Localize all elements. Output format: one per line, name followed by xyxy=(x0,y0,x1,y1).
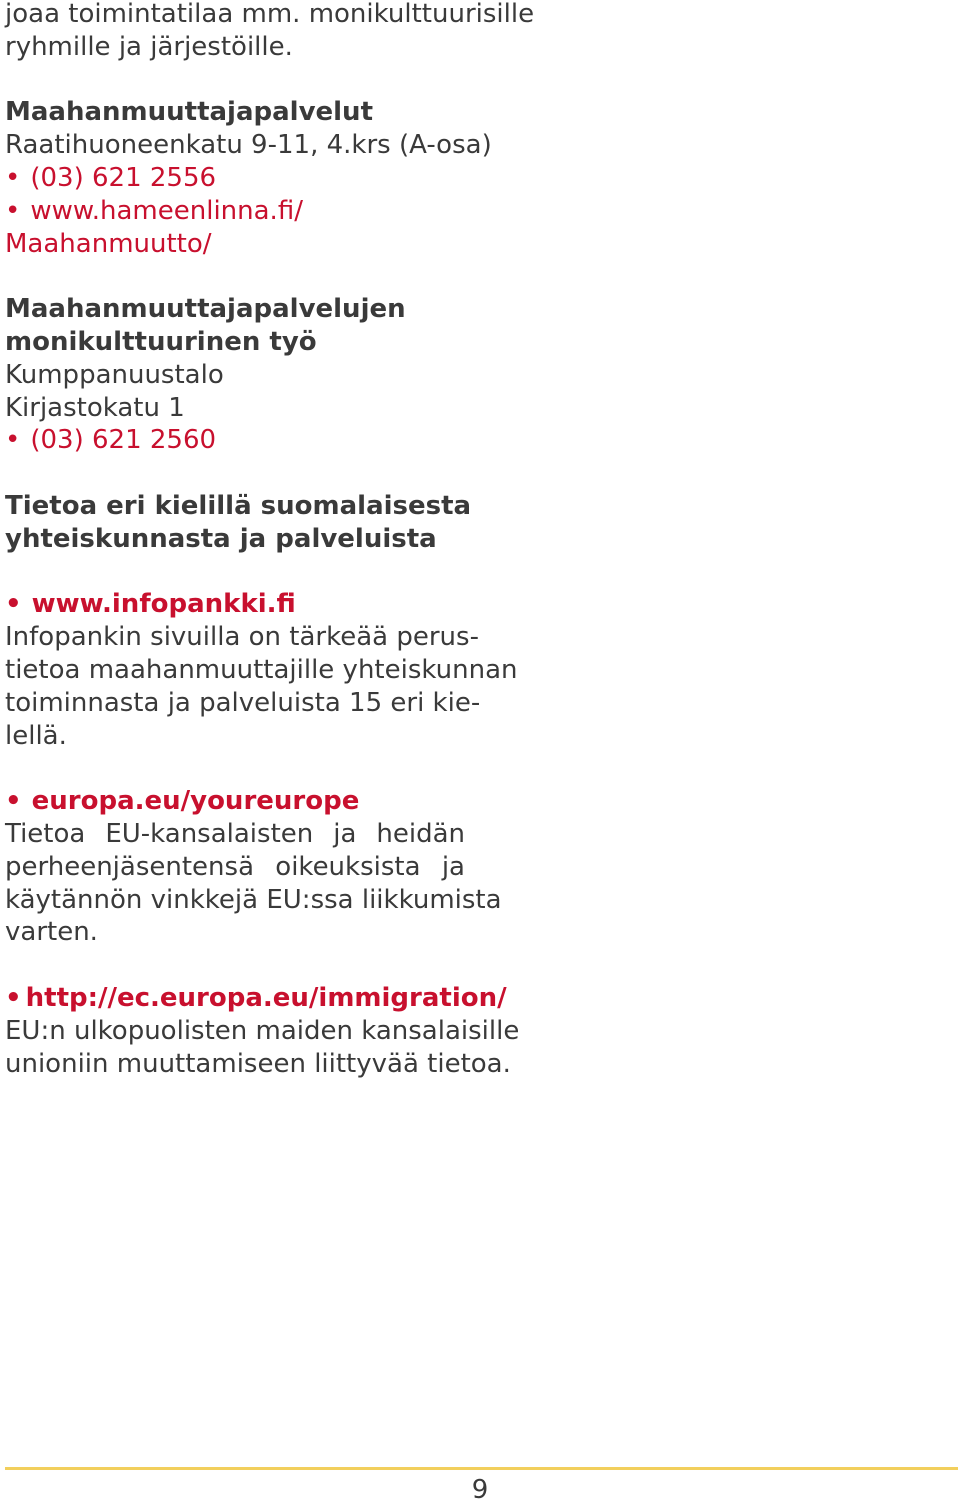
youreurope-link-text[interactable]: europa.eu/youreurope xyxy=(31,786,360,817)
bullet-icon: • xyxy=(5,195,21,226)
monikulttuurinen-heading-line-1: Maahanmuuttajapalvelujen xyxy=(5,294,406,325)
spacer xyxy=(5,64,465,97)
maahanmuuttajapalvelut-phone xyxy=(5,162,465,195)
bullet-icon: • xyxy=(5,589,22,620)
immigration-desc-line-2: unioniin muuttamiseen liittyvää tietoa. xyxy=(5,1048,511,1079)
youreurope-link[interactable] xyxy=(5,785,465,818)
tietoa-heading-line-1: Tietoa eri kielillä suomalaisesta xyxy=(5,490,472,521)
spacer xyxy=(5,949,465,982)
page-number: 9 xyxy=(471,1475,489,1505)
spacer xyxy=(5,752,465,785)
youreurope-desc-line-4: varten. xyxy=(5,917,98,948)
infopankki-desc-line-2: tietoa maahanmuuttajille yhteiskunnan xyxy=(5,654,518,685)
youreurope-desc-line-1: Tietoa EU-kansalaisten ja heidän xyxy=(5,818,465,849)
youreurope-desc-line-3: käytännön vinkkejä EU:ssa liikkumista xyxy=(5,884,502,915)
footer-divider xyxy=(5,1467,958,1470)
infopankki-link-text[interactable]: www.infopankki.fi xyxy=(31,589,296,620)
immigration-link-text[interactable]: http://ec.europa.eu/immigration/ xyxy=(25,982,507,1013)
tietoa-heading-line-2: yhteiskunnasta ja palveluista xyxy=(5,523,437,554)
intro-line-1: joaa toimintatilaa mm. monikulttuurisille xyxy=(5,0,535,29)
hameenlinna-link[interactable] xyxy=(5,195,465,228)
monikulttuurinen-address: Kirjastokatu 1 xyxy=(5,392,185,423)
infopankki-link[interactable] xyxy=(5,588,465,621)
maahanmuuttajapalvelut-heading: Maahanmuuttajapalvelut xyxy=(5,97,373,128)
spacer xyxy=(5,556,465,589)
youreurope-desc-line-2: perheenjäsentensä oikeuksista ja xyxy=(5,851,465,882)
spacer xyxy=(5,457,465,490)
bullet-icon: • xyxy=(5,982,22,1013)
phone-number: (03) 621 2556 xyxy=(30,162,217,193)
infopankki-desc-line-4: lellä. xyxy=(5,720,67,751)
hameenlinna-link-text[interactable]: www.hameenlinna.fi/ xyxy=(30,195,303,226)
bullet-icon: • xyxy=(5,425,21,456)
phone-number: (03) 621 2560 xyxy=(30,425,217,456)
bullet-icon: • xyxy=(5,786,22,817)
immigration-desc-line-1: EU:n ulkopuolisten maiden kansalaisille xyxy=(5,1015,520,1046)
page-content xyxy=(5,0,535,1080)
intro-line-2: ryhmille ja järjestöille. xyxy=(5,31,293,62)
monikulttuurinen-heading-line-2: monikulttuurinen työ xyxy=(5,326,317,357)
maahanmuuttajapalvelut-address: Raatihuoneenkatu 9-11, 4.krs (A-osa) xyxy=(5,130,492,161)
spacer xyxy=(5,260,465,293)
immigration-link[interactable] xyxy=(5,982,507,1015)
hameenlinna-link-continued[interactable]: Maahanmuutto/ xyxy=(5,228,212,259)
infopankki-desc-line-3: toiminnasta ja palveluista 15 eri kie- xyxy=(5,687,481,718)
monikulttuurinen-phone xyxy=(5,424,465,457)
infopankki-desc-line-1: Infopankin sivuilla on tärkeää perus- xyxy=(5,622,479,653)
bullet-icon: • xyxy=(5,162,21,193)
monikulttuurinen-place: Kumppanuustalo xyxy=(5,359,224,390)
